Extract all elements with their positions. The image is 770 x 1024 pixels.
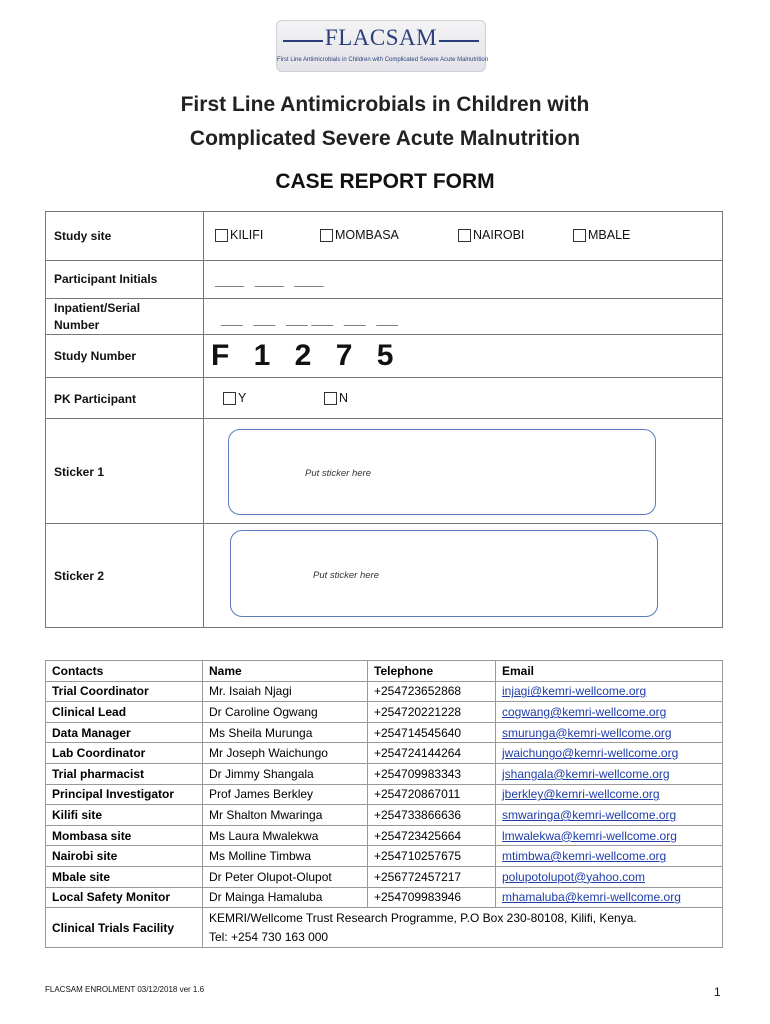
contact-role-cell: Principal Investigator — [46, 784, 203, 805]
sticker1-placeholder: Put sticker here — [305, 468, 371, 479]
checkbox-icon — [223, 392, 236, 405]
flacsam-logo — [276, 20, 489, 72]
table-row — [46, 763, 723, 784]
email-link[interactable]: polupotolupot@yahoo.com — [502, 869, 645, 884]
footer-version: FLACSAM ENROLMENT 03/12/2018 ver 1.6 — [45, 985, 205, 994]
table-row — [46, 825, 723, 846]
contact-telephone-cell: +256772457217 — [368, 866, 496, 887]
header-contacts: Contacts — [46, 661, 203, 682]
contact-telephone-cell: +254709983946 — [368, 887, 496, 908]
sticker1-label: Sticker 1 — [54, 465, 105, 479]
logo-rule-right — [439, 40, 479, 42]
facility-label: Clinical Trials Facility — [46, 908, 203, 948]
checkbox-icon — [324, 392, 337, 405]
study-site-row — [46, 212, 722, 261]
facility-row — [46, 908, 723, 948]
email-link[interactable]: smurunga@kemri-wellcome.org — [502, 725, 672, 740]
contact-role-cell: Data Manager — [46, 722, 203, 743]
contact-name-cell: Dr Mainga Hamaluba — [203, 887, 368, 908]
contact-telephone-cell: +254720221228 — [368, 702, 496, 723]
contact-name-cell: Mr Joseph Waichungo — [203, 743, 368, 764]
sticker1-row — [46, 419, 722, 524]
contact-name-cell: Mr Shalton Mwaringa — [203, 805, 368, 826]
table-row — [46, 805, 723, 826]
contact-email-cell — [496, 784, 723, 805]
contact-name-cell: Dr Caroline Ogwang — [203, 702, 368, 723]
checkbox-icon — [215, 229, 228, 242]
study-site-label: Study site — [54, 229, 112, 243]
contact-email-cell — [496, 702, 723, 723]
site-mombasa-checkbox[interactable]: MOMBASA — [320, 228, 399, 242]
title-line-1: First Line Antimicrobials in Children with — [180, 93, 590, 116]
document-title — [0, 88, 770, 156]
facility-details — [203, 908, 723, 948]
table-row — [46, 784, 723, 805]
table-row — [46, 722, 723, 743]
header-name: Name — [203, 661, 368, 682]
form-title: CASE REPORT FORM — [275, 170, 495, 193]
serial-number-label: Inpatient/Serial Number — [54, 301, 141, 332]
logo-word: FLACSAM — [324, 25, 438, 50]
contact-role-cell: Trial pharmacist — [46, 763, 203, 784]
email-link[interactable]: cogwang@kemri-wellcome.org — [502, 704, 667, 719]
contact-telephone-cell: +254710257675 — [368, 846, 496, 867]
contact-telephone-cell: +254723652868 — [368, 681, 496, 702]
study-number-label: Study Number — [54, 349, 137, 363]
study-number-value: F 1 2 7 5 — [211, 339, 402, 372]
contact-name-cell: Ms Laura Mwalekwa — [203, 825, 368, 846]
contact-name-cell: Dr Peter Olupot-Olupot — [203, 866, 368, 887]
contact-email-cell — [496, 825, 723, 846]
table-row — [46, 743, 723, 764]
pk-participant-label: PK Participant — [54, 392, 137, 406]
header-email: Email — [496, 661, 723, 682]
contact-name-cell: Ms Sheila Murunga — [203, 722, 368, 743]
email-link[interactable]: injagi@kemri-wellcome.org — [502, 684, 647, 699]
contact-email-cell — [496, 887, 723, 908]
email-link[interactable]: mhamaluba@kemri-wellcome.org — [502, 890, 681, 905]
contact-role-cell: Local Safety Monitor — [46, 887, 203, 908]
checkbox-icon — [573, 229, 586, 242]
title-line-2: Complicated Severe Acute Malnutrition — [189, 127, 581, 150]
contact-email-cell — [496, 763, 723, 784]
logo-tagline: First Line Antimicrobials in Children with Complicated Severe Acute Malnutrition — [277, 57, 489, 63]
serial-number-field[interactable]: ___ ___ ___ ___ ___ ___ — [221, 312, 399, 327]
contact-telephone-cell: +254714545640 — [368, 722, 496, 743]
table-row — [46, 681, 723, 702]
participant-initials-row — [46, 261, 722, 299]
contact-telephone-cell: +254724144264 — [368, 743, 496, 764]
contact-telephone-cell: +254723425664 — [368, 825, 496, 846]
contact-email-cell — [496, 846, 723, 867]
contacts-table — [45, 660, 723, 948]
contact-role-cell: Trial Coordinator — [46, 681, 203, 702]
contact-role-cell: Mombasa site — [46, 825, 203, 846]
contacts-header-row — [46, 661, 723, 682]
table-row — [46, 846, 723, 867]
email-link[interactable]: lmwalekwa@kemri-wellcome.org — [502, 828, 677, 843]
header-telephone: Telephone — [368, 661, 496, 682]
email-link[interactable]: smwaringa@kemri-wellcome.org — [502, 807, 677, 822]
contact-email-cell — [496, 805, 723, 826]
email-link[interactable]: mtimbwa@kemri-wellcome.org — [502, 849, 667, 864]
facility-address: KEMRI/Wellcome Trust Research Programme, P.O Box 230-80108, Kilifi, Kenya. — [209, 910, 637, 925]
pk-yes-checkbox[interactable]: Y — [223, 391, 246, 405]
site-nairobi-checkbox[interactable]: NAIROBI — [458, 228, 524, 242]
contact-email-cell — [496, 681, 723, 702]
participant-initials-label: Participant Initials — [54, 272, 158, 286]
case-report-table — [45, 211, 723, 628]
contact-email-cell — [496, 866, 723, 887]
pk-no-checkbox[interactable]: N — [324, 391, 348, 405]
email-link[interactable]: jshangala@kemri-wellcome.org — [502, 766, 670, 781]
contact-name-cell: Dr Jimmy Shangala — [203, 763, 368, 784]
sticker2-label: Sticker 2 — [54, 569, 105, 583]
contact-telephone-cell: +254733866636 — [368, 805, 496, 826]
contact-email-cell — [496, 743, 723, 764]
email-link[interactable]: jwaichungo@kemri-wellcome.org — [502, 746, 679, 761]
sticker2-area[interactable] — [230, 530, 658, 617]
sticker2-row — [46, 524, 722, 628]
table-row — [46, 702, 723, 723]
checkbox-icon — [458, 229, 471, 242]
contact-role-cell: Kilifi site — [46, 805, 203, 826]
site-mbale-checkbox[interactable]: MBALE — [573, 228, 630, 242]
facility-telephone: Tel: +254 730 163 000 — [209, 929, 329, 944]
contact-name-cell: Mr. Isaiah Njagi — [203, 681, 368, 702]
contact-email-cell — [496, 722, 723, 743]
table-row — [46, 887, 723, 908]
sticker1-area[interactable] — [228, 429, 656, 515]
contact-telephone-cell: +254709983343 — [368, 763, 496, 784]
contact-name-cell: Prof James Berkley — [203, 784, 368, 805]
email-link[interactable]: jberkley@kemri-wellcome.org — [502, 787, 660, 802]
contact-role-cell: Clinical Lead — [46, 702, 203, 723]
table-row — [46, 866, 723, 887]
site-kilifi-checkbox[interactable]: KILIFI — [215, 228, 263, 242]
contact-telephone-cell: +254720867011 — [368, 784, 496, 805]
pk-participant-row — [46, 378, 722, 419]
contact-role-cell: Lab Coordinator — [46, 743, 203, 764]
contact-role-cell: Nairobi site — [46, 846, 203, 867]
study-number-row — [46, 335, 722, 378]
contact-name-cell: Ms Molline Timbwa — [203, 846, 368, 867]
checkbox-icon — [320, 229, 333, 242]
sticker2-placeholder: Put sticker here — [313, 570, 379, 581]
serial-number-row — [46, 299, 722, 335]
participant-initials-field[interactable]: ____ ____ ____ — [215, 273, 324, 288]
contact-role-cell: Mbale site — [46, 866, 203, 887]
page-number: 1 — [714, 985, 721, 999]
